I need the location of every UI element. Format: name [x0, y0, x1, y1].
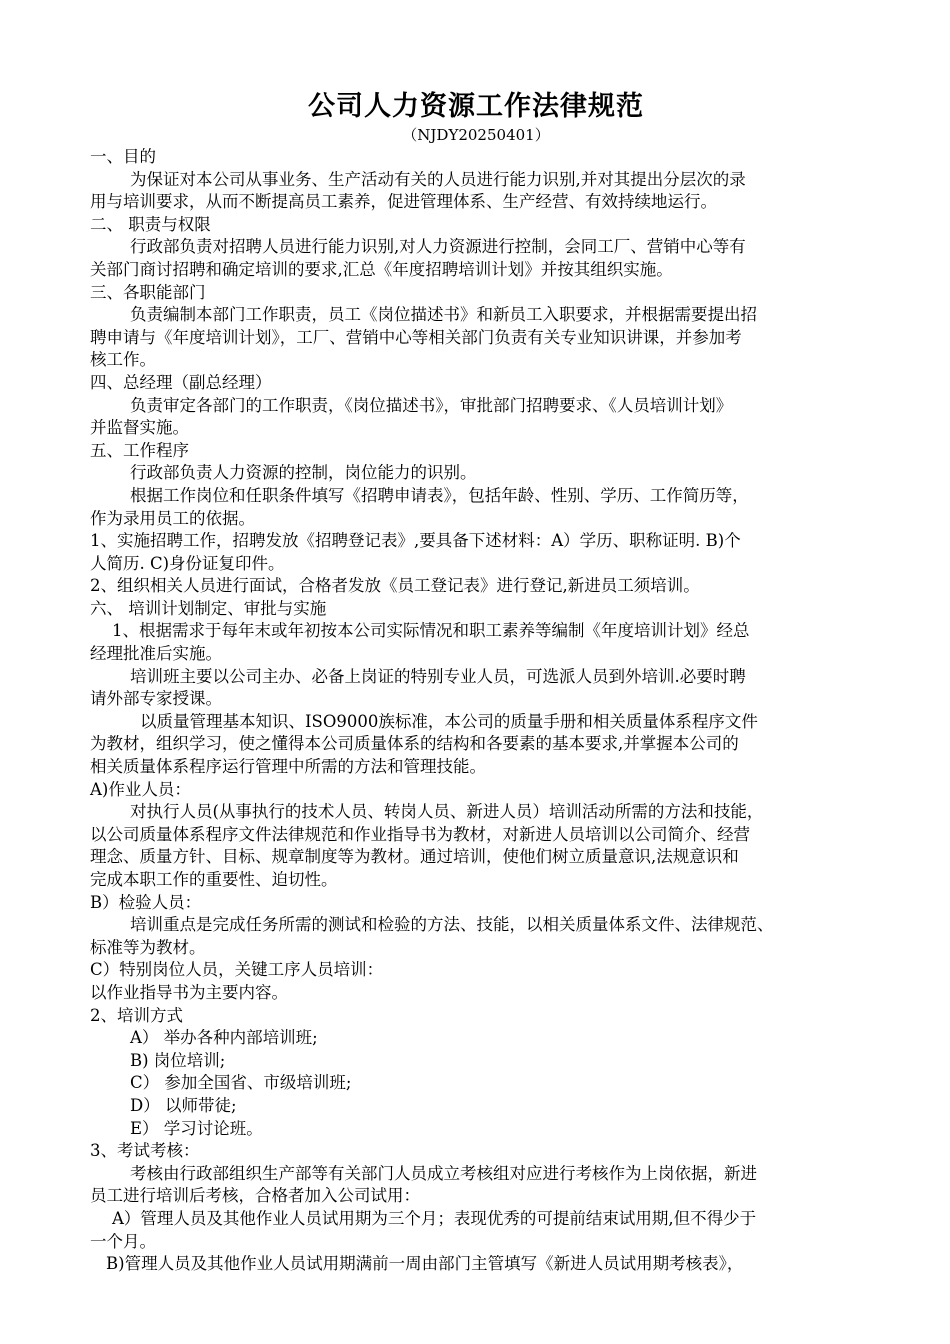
text-line: 2、组织相关人员进行面试，合格者发放《员工登记表》进行登记,新进员工须培训。	[90, 576, 700, 596]
text-line: 负责审定各部门的工作职责，《岗位描述书》，审批部门招聘要求、《人员培训计划》	[130, 395, 733, 415]
text-line: 行政部负责对招聘人员进行能力识别,对人力资源进行控制，会同工厂、营销中心等有	[130, 237, 746, 257]
text-line: 一、目的	[90, 147, 156, 166]
text-line: 一个月。	[90, 1231, 156, 1251]
text-line: 六、 培训计划制定、审批与实施	[90, 598, 327, 618]
text-line: 标准等为教材。	[90, 937, 206, 957]
text-line: B)管理人员及其他作业人员试用期满前一周由部门主管填写《新进人员试用期考核表》，	[106, 1254, 744, 1274]
text-line: 聘申请与《年度培训计划》，工厂、营销中心等相关部门负责有关专业知识讲课，并参加考	[90, 327, 742, 347]
text-line: 对执行人员(从事执行的技术人员、转岗人员、新进人员）培训活动所需的方法和技能，	[130, 802, 764, 822]
text-line: 以公司质量体系程序文件法律规范和作业指导书为教材，对新进人员培训以公司简介、经营	[90, 824, 750, 844]
text-line: A）管理人员及其他作业人员试用期为三个月；表现优秀的可提前结束试用期,但不得少于	[112, 1208, 757, 1228]
text-line: A） 举办各种内部培训班;	[130, 1028, 318, 1048]
text-line: 核工作。	[90, 350, 156, 370]
text-line: 培训重点是完成任务所需的测试和检验的方法、技能，以相关质量体系文件、法律规范、	[130, 915, 774, 935]
text-line: 完成本职工作的重要性、迫切性。	[90, 870, 338, 889]
text-line: 1、实施招聘工作，招聘发放《招聘登记表》,要具备下述材料：A）学历、职称证明. B)个	[90, 531, 741, 551]
text-line: 3、考试考核：	[90, 1141, 200, 1161]
text-line: 人简历. C)身份证复印件。	[90, 553, 285, 573]
text-line: B）检验人员：	[90, 892, 202, 912]
text-line: 以质量管理基本知识、ISO9000族标准，本公司的质量手册和相关质量体系程序文件	[140, 711, 758, 731]
text-line: 五、工作程序	[90, 440, 189, 460]
text-line: 员工进行培训后考核，合格者加入公司试用：	[90, 1186, 420, 1206]
text-line: 2、培训方式	[90, 1005, 183, 1025]
text-line: 负责编制本部门工作职责，员工《岗位描述书》和新员工入职要求，并根据需要提出招	[130, 305, 757, 325]
text-line: A)作业人员：	[90, 779, 191, 799]
text-line: 为教材，组织学习，使之懂得本公司质量体系的结构和各要素的基本要求,并掌握本公司的	[90, 734, 739, 754]
text-line: 为保证对本公司从事业务、生产活动有关的人员进行能力识别,并对其提出分层次的录	[130, 169, 746, 189]
document-page	[90, 88, 862, 1276]
text-line: 用与培训要求，从而不断提高员工素养，促进管理体系、生产经营、有效持续地运行。	[90, 192, 717, 212]
text-line: 作为录用员工的依据。	[90, 508, 255, 528]
text-line: 根据工作岗位和任职条件填写《招聘申请表》，包括年龄、性别、学历、工作简历等，	[130, 485, 749, 505]
text-line: B) 岗位培训;	[130, 1050, 226, 1070]
text-line: 并监督实施。	[90, 418, 189, 438]
document-title: 公司人力资源工作法律规范	[308, 91, 644, 122]
document-code: （NJDY20250401）	[402, 126, 550, 144]
text-line: 培训班主要以公司主办、必备上岗证的特别专业人员，可选派人员到外培训.必要时聘	[130, 666, 746, 686]
text-line: 行政部负责人力资源的控制，岗位能力的识别。	[130, 463, 477, 483]
document-body	[90, 146, 862, 1276]
text-line: 关部门商讨招聘和确定培训的要求,汇总《年度招聘培训计划》并按其组织实施。	[90, 259, 673, 279]
text-line: 考核由行政部组织生产部等有关部门人员成立考核组对应进行考核作为上岗依据，新进	[130, 1163, 757, 1183]
text-line: 请外部专家授课。	[90, 689, 222, 709]
text-line: 理念、质量方针、目标、规章制度等为教材。通过培训，使他们树立质量意识,法规意识和	[90, 847, 739, 867]
text-line: 以作业指导书为主要内容。	[90, 982, 288, 1002]
text-line: C）特别岗位人员，关键工序人员培训：	[90, 960, 384, 980]
text-line: C） 参加全国省、市级培训班;	[130, 1073, 352, 1093]
text-line: 相关质量体系程序运行管理中所需的方法和管理技能。	[90, 757, 486, 777]
text-line: D） 以师带徒;	[130, 1095, 237, 1115]
text-line: 二、 职责与权限	[90, 214, 211, 234]
text-line: 三、各职能部门	[90, 282, 206, 302]
text-line: 四、总经理（副总经理）	[90, 372, 272, 392]
text-line: E） 学习讨论班。	[130, 1118, 263, 1138]
text-line: 经理批准后实施。	[90, 644, 222, 664]
text-line: 1、根据需求于每年末或年初按本公司实际情况和职工素养等编制《年度培训计划》经总	[112, 621, 750, 641]
